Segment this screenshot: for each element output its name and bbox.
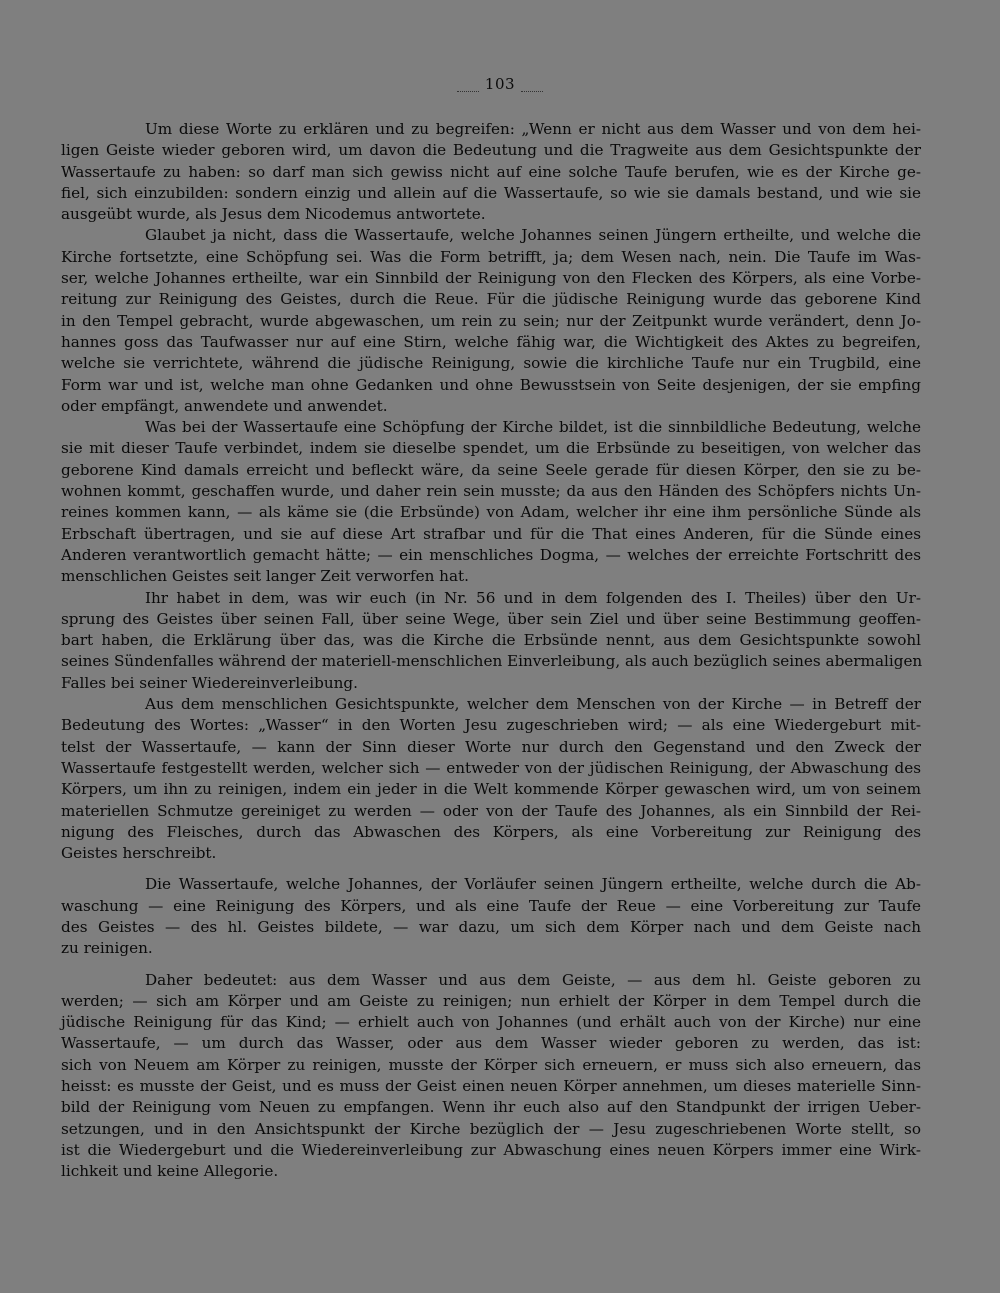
paragraph [61, 119, 921, 225]
paragraph [61, 588, 921, 694]
text-line: setzungen, und in den Ansichtspunkt der Kirche bezüglich der — Jesu zugeschriebenen Worte stellt, so [61, 1119, 921, 1138]
text-line: telst der Wassertaufe, — kann der Sinn dieser Worte nur durch den Gegenstand und den Zweck der [61, 737, 921, 756]
text-line: sie mit dieser Taufe verbindet, indem sie dieselbe spendet, um die Erbsünde zu beseitigen, von welcher das [61, 439, 921, 458]
text-line: Um diese Worte zu erklären und zu begreifen: „Wenn er nicht aus dem Wasser und von dem hei- [145, 120, 921, 138]
text-line: werden; — sich am Körper und am Geiste zu reinigen; nun erhielt der Körper in dem Tempel durch die [61, 991, 921, 1010]
text-line: ser, welche Johannes ertheilte, war ein Sinnbild der Reinigung von den Flecken des Körpers, als eine Vorbe- [61, 269, 921, 288]
text-line: waschung — eine Reinigung des Körpers, und als eine Taufe der Reue — eine Vorbereitung zur Taufe [61, 896, 921, 915]
text-line: ausgeübt wurde, als Jesus dem Nicodemus antwortete. [61, 205, 486, 224]
text-line: sprung des Geistes über seinen Fall, über seine Wege, über sein Ziel und über seine Bestimmung geoffen- [61, 609, 921, 628]
text-line: reines kommen kann, — als käme sie (die Erbsünde) von Adam, welcher ihr eine ihm persönliche Sünde als [61, 503, 921, 522]
text-line: geborene Kind damals erreicht und befleckt wäre, da seine Seele gerade für diesen Körper, den sie zu be- [61, 460, 921, 479]
text-line: hannes goss das Taufwasser nur auf eine Stirn, welche fähig war, die Wichtigkeit des Aktes zu begreifen, [61, 332, 921, 351]
text-line: seines Sündenfalles während der materiell-menschlichen Einverleibung, als auch bezüglich seines abermaligen [61, 652, 923, 671]
text-line: lichkeit und keine Allegorie. [61, 1162, 279, 1181]
text-line: Wassertaufe festgestellt werden, welcher sich — entweder von der jüdischen Reinigung, der Abwaschung des [61, 758, 921, 777]
paragraph [61, 417, 921, 587]
text-line: nigung des Fleisches, durch das Abwaschen des Körpers, als eine Vorbereitung zur Reinigung des [61, 822, 921, 841]
paragraph [61, 694, 921, 864]
text-line: fiel, sich einzubilden: sondern einzig und allein auf die Wassertaufe, so wie sie damals bestand, und wie sie [61, 183, 921, 202]
text-line: reitung zur Reinigung des Geistes, durch die Reue. Für die jüdische Reinigung wurde das geborene Kind [61, 290, 921, 309]
text-line: ist die Wiedergeburt und die Wiedereinverleibung zur Abwaschung eines neuen Körpers immer eine Wirk- [61, 1140, 921, 1159]
page-number: 103 [0, 75, 1000, 93]
text-line: sich von Neuem am Körper zu reinigen, musste der Körper sich erneuern, er muss sich also erneuern, das [61, 1055, 921, 1074]
text-line: Was bei der Wassertaufe eine Schöpfung der Kirche bildet, ist die sinnbildliche Bedeutung, welche [145, 418, 921, 437]
text-line: bart haben, die Erklärung über das, was die Kirche die Erbsünde nennt, aus dem Gesichtspunkte sowohl [61, 631, 921, 650]
paragraph-gap [61, 960, 921, 970]
text-line: des Geistes — des hl. Geistes bildete, — war dazu, um sich dem Körper nach und dem Geiste nach [61, 917, 921, 936]
paragraph [61, 225, 921, 417]
text-line: Wassertaufe zu haben: so darf man sich gewiss nicht auf eine solche Taufe berufen, wie es der Kirche ge- [61, 162, 921, 181]
text-line: oder empfängt, anwendete und anwendet. [61, 396, 388, 415]
text-line: welche sie verrichtete, während die jüdische Reinigung, sowie die kirchliche Taufe nur ein Trugbild, eine [61, 354, 921, 373]
paragraph [61, 874, 921, 959]
text-line: menschlichen Geistes seit langer Zeit verworfen hat. [61, 567, 469, 586]
text-body [61, 119, 921, 1183]
text-line: Die Wassertaufe, welche Johannes, der Vorläufer seinen Jüngern ertheilte, welche durch die Ab- [145, 875, 921, 894]
text-line: Daher bedeutet: aus dem Wasser und aus dem Geiste, — aus dem hl. Geiste geboren zu [145, 970, 921, 989]
text-line: Anderen verantwortlich gemacht hätte; — ein menschliches Dogma, — welches der erreichte Fortschritt des [61, 545, 921, 564]
text-line: Erbschaft übertragen, und sie auf diese Art strafbar und für die That eines Anderen, für die Sünde eines [61, 524, 921, 543]
text-line: jüdische Reinigung für das Kind; — erhielt auch von Johannes (und erhält auch von der Kirche) nur eine [61, 1013, 921, 1032]
text-line: bild der Reinigung vom Neuen zu empfangen. Wenn ihr euch also auf den Standpunkt der irrigen Ueber- [61, 1098, 921, 1117]
text-line: materiellen Schmutze gereiniget zu werden — oder von der Taufe des Johannes, als ein Sinnbild der Rei- [61, 801, 921, 820]
text-line: Glaubet ja nicht, dass die Wassertaufe, welche Johannes seinen Jüngern ertheilte, und welche die [145, 226, 921, 245]
text-line: Körpers, um ihn zu reinigen, indem ein jeder in die Welt kommende Körper gewaschen wird, um von seinem [61, 780, 921, 799]
text-line: heisst: es musste der Geist, und es muss der Geist einen neuen Körper annehmen, um dieses materielle Sinn- [61, 1077, 921, 1096]
text-line: Falles bei seiner Wiedereinverleibung. [61, 673, 358, 692]
paragraph-gap [61, 864, 921, 874]
text-line: Bedeutung des Wortes: „Wasser“ in den Worten Jesu zugeschrieben wird; — als eine Wiedergeburt mit- [61, 716, 921, 735]
text-line: Kirche fortsetzte, eine Schöpfung sei. Was die Form betrifft, ja; dem Wesen nach, nein. Die Taufe im Was- [61, 247, 921, 266]
text-line: Geistes herschreibt. [61, 844, 217, 863]
text-line: zu reinigen. [61, 939, 153, 958]
paragraph [61, 970, 921, 1183]
text-line: Aus dem menschlichen Gesichtspunkte, welcher dem Menschen von der Kirche — in Betreff der [145, 695, 921, 714]
text-line: Ihr habet in dem, was wir euch (in Nr. 56 und in dem folgenden des I. Theiles) über den Ur- [145, 588, 921, 607]
text-line: ligen Geiste wieder geboren wird, um davon die Bedeutung und die Tragweite aus dem Gesichtspunkte der [61, 141, 921, 160]
text-line: Wassertaufe, — um durch das Wasser, oder aus dem Wasser wieder geboren zu werden, das ist: [61, 1034, 921, 1053]
text-line: wohnen kommt, geschaffen wurde, und daher rein sein musste; da aus den Händen des Schöpfers nichts Un- [61, 482, 921, 501]
text-line: in den Tempel gebracht, wurde abgewaschen, um rein zu sein; nur der Zeitpunkt wurde verändert, denn Jo- [61, 311, 921, 330]
text-line: Form war und ist, welche man ohne Gedanken und ohne Bewusstsein von Seite desjenigen, der sie empfing [61, 375, 921, 394]
